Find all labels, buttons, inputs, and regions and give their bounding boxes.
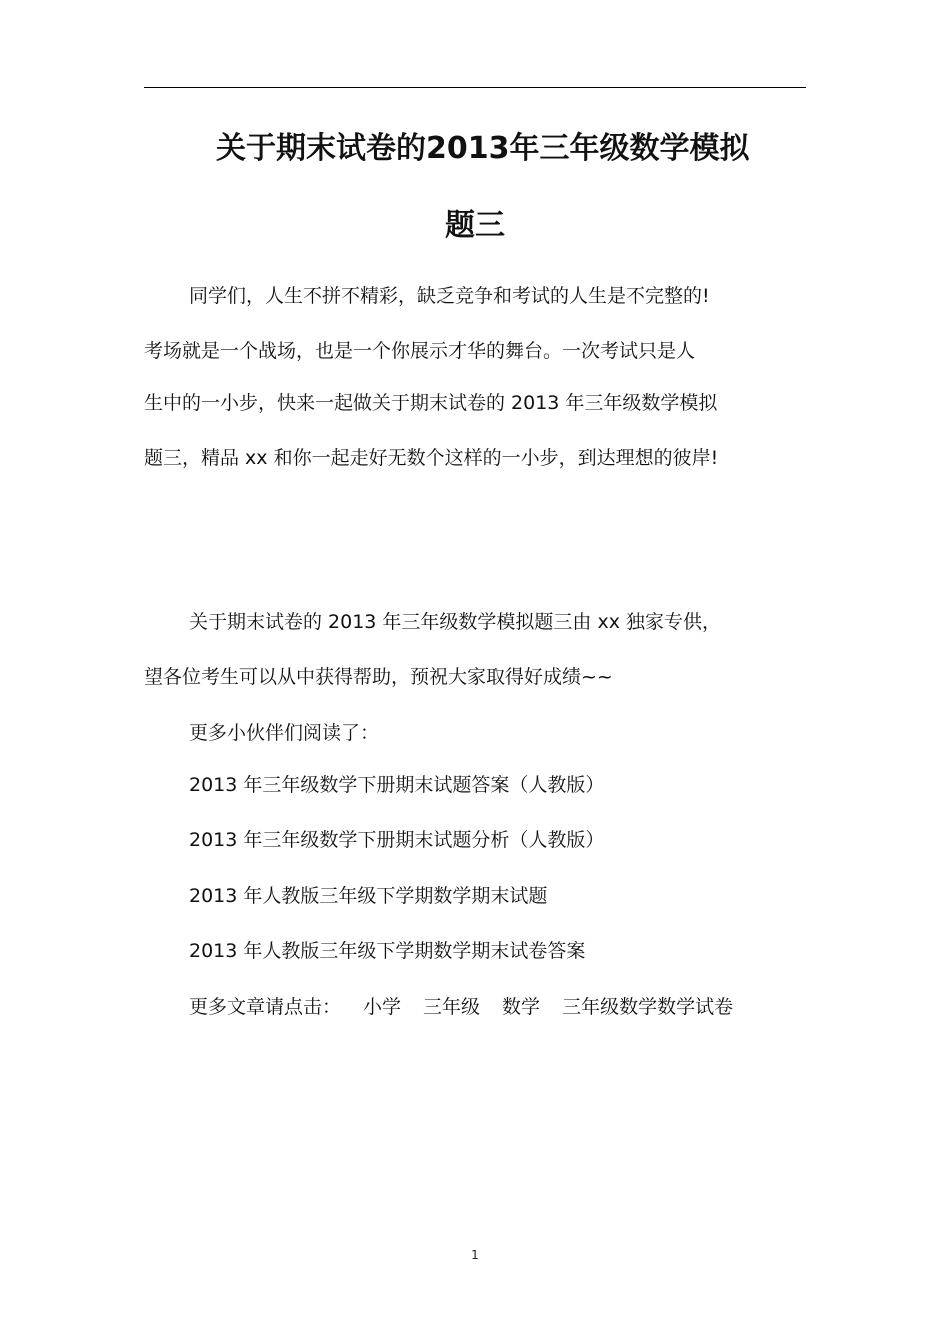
category-link-grade-three-math-papers[interactable]: 三年级数学数学试卷 bbox=[562, 996, 734, 1018]
more-articles-line bbox=[189, 994, 733, 1020]
more-articles-label: 更多文章请点击： bbox=[189, 996, 342, 1018]
related-link-2[interactable]: 2013 年三年级数学下册期末试题分析（人教版） bbox=[189, 829, 605, 851]
intro-line-1: 同学们，人生不拼不精彩，缺乏竞争和考试的人生是不完整的! bbox=[189, 285, 710, 307]
category-link-primary-school[interactable]: 小学 bbox=[363, 996, 402, 1018]
closing-line-2: 望各位考生可以从中获得帮助，预祝大家取得好成绩~~ bbox=[144, 666, 613, 688]
header-rule bbox=[144, 87, 806, 88]
intro-line-3: 生中的一小步，快来一起做关于期末试卷的 2013 年三年级数学模拟 bbox=[144, 392, 718, 414]
related-heading: 更多小伙伴们阅读了： bbox=[189, 722, 380, 744]
page-number: 1 bbox=[471, 1248, 479, 1262]
document-title-line-2: 题三 bbox=[445, 208, 505, 243]
related-link-3[interactable]: 2013 年人教版三年级下学期数学期末试题 bbox=[189, 885, 548, 907]
intro-line-4: 题三，精品 xx 和你一起走好无数个这样的一小步，到达理想的彼岸! bbox=[144, 447, 719, 469]
intro-line-2: 考场就是一个战场，也是一个你展示才华的舞台。一次考试只是人 bbox=[144, 340, 696, 362]
category-link-math[interactable]: 数学 bbox=[502, 996, 541, 1018]
related-link-4[interactable]: 2013 年人教版三年级下学期数学期末试卷答案 bbox=[189, 940, 586, 962]
document-title-line-1: 关于期末试卷的2013年三年级数学模拟 bbox=[216, 131, 750, 166]
closing-line-1: 关于期末试卷的 2013 年三年级数学模拟题三由 xx 独家专供， bbox=[189, 611, 722, 633]
related-link-1[interactable]: 2013 年三年级数学下册期末试题答案（人教版） bbox=[189, 774, 605, 796]
category-link-grade-three[interactable]: 三年级 bbox=[423, 996, 481, 1018]
